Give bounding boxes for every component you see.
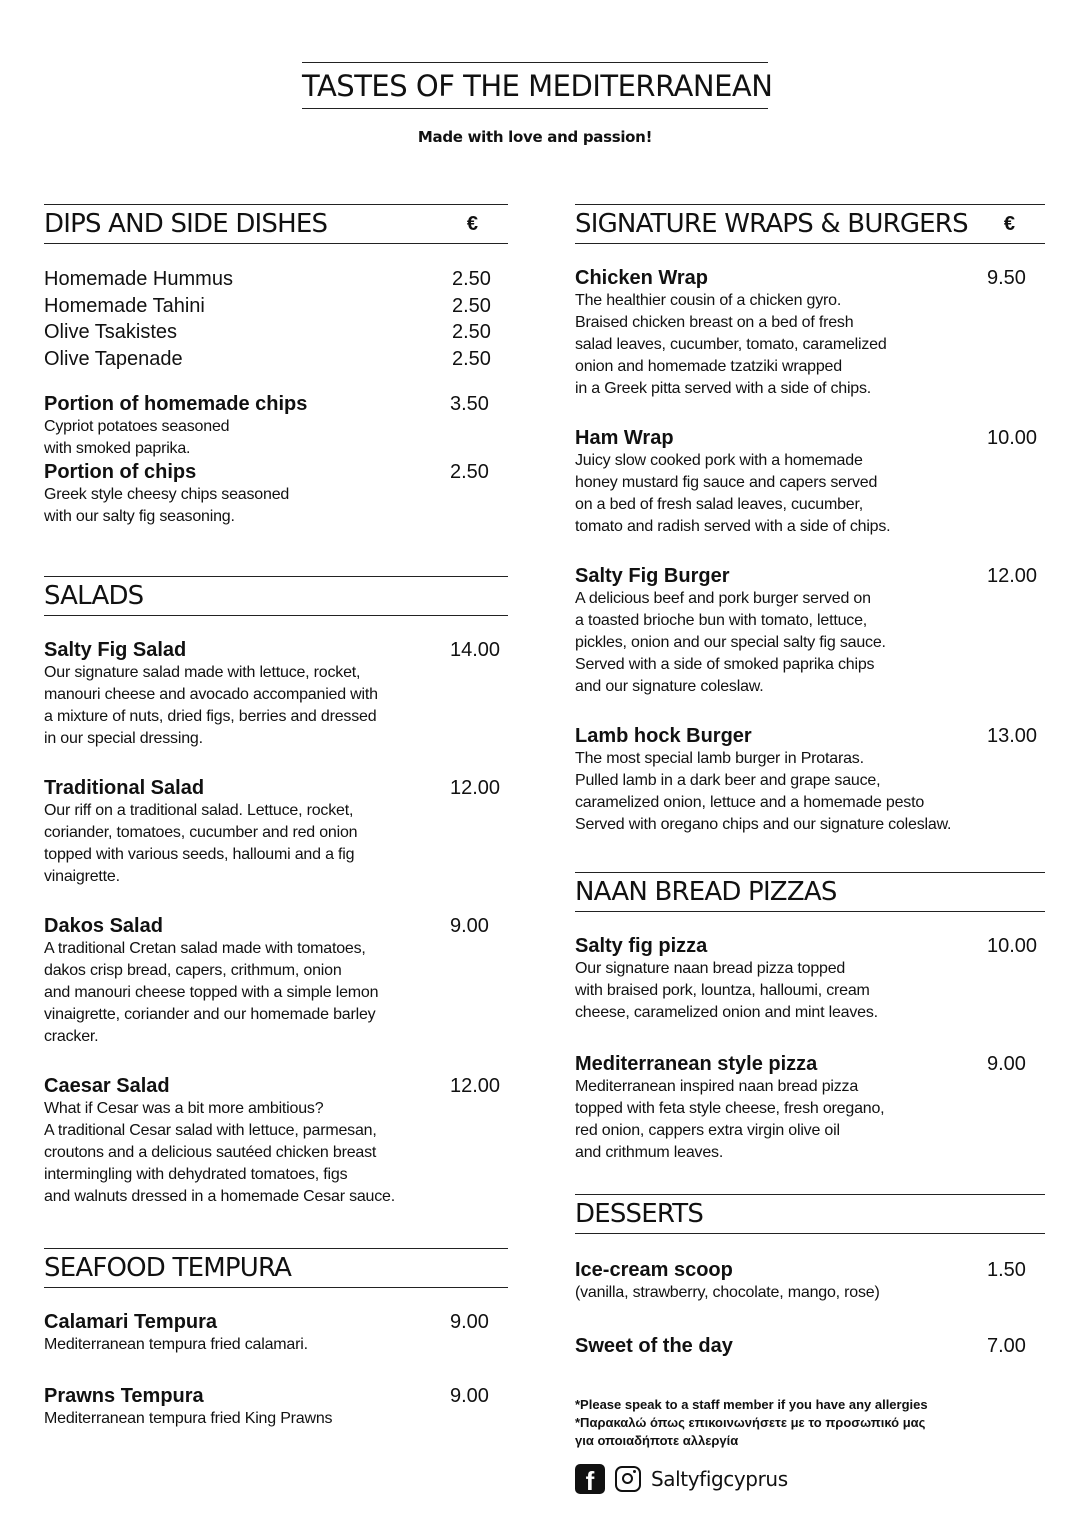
item-description: A traditional Cretan salad made with tomatoes, dakos crisp bread, capers, crithmum, onion and manouri cheese topped with a simple lemon vinaigrette, coriander and our homemade barley cracker. [44,940,379,1045]
item-name: Portion of homemade chips [44,393,308,415]
item-description: Cypriot potatoes seasoned with smoked paprika. [44,418,230,457]
item-price: 14.00 [450,639,501,661]
item-name: Homemade Hummus [44,268,233,290]
item-price: 12.00 [450,777,501,799]
section-header-salads [44,576,508,616]
menu-item [44,460,508,528]
menu-item [44,914,508,1048]
item-description: Our riff on a traditional salad. Lettuce, rocket, coriander, tomatoes, cucumber and red onion topped with various seeds, halloumi and a fig vinaigrette. [44,802,358,885]
section-title: DIPS AND SIDE DISHES [44,209,328,239]
item-name: Prawns Tempura [44,1385,204,1407]
menu-item [44,638,508,750]
menu-subtitle: Made with love and passion! [417,128,653,146]
item-price: 10.00 [987,427,1038,449]
facebook-icon[interactable]: f [575,1464,605,1494]
list-item [44,346,508,373]
item-name: Ham Wrap [575,427,674,449]
currency-symbol: € [1003,212,1015,235]
instagram-icon[interactable] [615,1466,641,1492]
menu-item [575,1258,1045,1304]
menu-header [302,62,773,109]
item-name: Olive Tsakistes [44,321,178,343]
menu-title: TASTES OF THE MEDITERRANEAN [302,69,773,103]
item-name: Salty fig pizza [575,935,708,957]
section-title: SIGNATURE WRAPS & BURGERS [575,209,968,239]
header-rule-bottom [302,108,768,109]
menu-item [575,1334,1045,1358]
item-name: Chicken Wrap [575,267,708,289]
item-description: What if Cesar was a bit more ambitious? A traditional Cesar salad with lettuce, parmesan, croutons and a delicious sautéed chicken breast intermingling with dehydrated tomatoes, figs and walnuts dressed in a homemade Cesar sauce. [44,1100,396,1205]
item-name: Olive Tapenade [44,347,183,370]
item-name: Salty Fig Burger [575,565,730,587]
item-price: 2.50 [452,294,491,317]
item-description: Our signature salad made with lettuce, rocket, manouri cheese and avocado accompanied with a mixture of nuts, dried figs, berries and dressed in our special dressing. [44,664,378,747]
section-header-desserts [575,1194,1045,1234]
menu-item [575,564,1045,698]
section-header-pizzas [575,872,1045,912]
item-price: 1.50 [987,1259,1026,1281]
menu-item [44,776,508,888]
item-description: The most special lamb burger in Protaras. Pulled lamb in a dark beer and grape sauce, caramelized onion, lettuce and a homemade pesto Served with oregano chips and our signature coleslaw. [575,750,952,833]
item-price: 12.00 [987,565,1038,587]
menu-item [575,1052,1045,1164]
right-column [575,204,1045,1494]
item-price: 2.50 [452,268,491,290]
item-description: Mediterranean tempura fried calamari. [44,1336,308,1353]
item-name: Salty Fig Salad [44,639,187,661]
section-header-dips [44,204,508,244]
section-title: SEAFOOD TEMPURA [44,1253,292,1283]
section-title: SALADS [44,581,144,611]
allergy-notes: *Please speak to a staff member if you have any allergies *Παρακαλώ όπως επικοινωνήσετε με το προσωπικό μας για οποιαδήποτε αλλεργία [575,1397,928,1448]
item-description: A delicious beef and pork burger served on a toasted brioche bun with tomato, lettuce, pickles, onion and our special salty fig sauce. Served with a side of smoked paprika chips and our signature coleslaw. [575,590,886,695]
item-price: 10.00 [987,935,1038,957]
item-price: 2.50 [452,347,491,370]
item-description: Our signature naan bread pizza topped with braised pork, lountza, halloumi, cream cheese, caramelized onion and mint leaves. [575,960,878,1021]
menu-item [575,934,1045,1024]
menu-item [575,724,1045,836]
item-name: Lamb hock Burger [575,725,752,747]
social-links [575,1464,1045,1494]
social-handle: Saltyfigcyprus [651,1467,788,1491]
section-title: DESSERTS [575,1199,704,1229]
currency-symbol: € [466,212,478,235]
section-header-wraps [575,204,1045,244]
item-name: Ice-cream scoop [575,1259,733,1281]
item-price: 9.00 [450,1385,489,1407]
left-column [44,204,508,1430]
item-price: 2.50 [452,321,491,343]
item-description: Mediterranean inspired naan bread pizza topped with feta style cheese, fresh oregano, red onion, cappers extra virgin olive oil and crithmum leaves. [575,1078,885,1161]
item-name: Traditional Salad [44,777,205,799]
dips-list [44,266,508,372]
item-price: 9.50 [987,267,1026,289]
section-title: NAAN BREAD PIZZAS [575,877,837,907]
item-price: 12.00 [450,1075,501,1097]
item-price: 13.00 [987,725,1038,747]
item-name: Caesar Salad [44,1075,170,1097]
menu-item [44,1384,508,1430]
item-price: 7.00 [987,1335,1026,1357]
list-item [44,293,508,320]
section-header-seafood [44,1248,508,1288]
menu-item [575,426,1045,538]
item-price: 9.00 [450,1311,489,1333]
menu-item [44,1074,508,1208]
item-description: The healthier cousin of a chicken gyro. Braised chicken breast on a bed of fresh salad leaves, cucumber, tomato, caramelized onion and homemade tzatziki wrapped in a Greek pitta served with a side of chips. [575,292,887,397]
item-name: Homemade Tahini [44,294,205,317]
item-price: 9.00 [987,1053,1026,1075]
item-name: Dakos Salad [44,915,163,937]
item-name: Sweet of the day [575,1335,733,1357]
list-item [44,266,508,293]
menu-item [44,392,508,460]
item-description: Mediterranean tempura fried King Prawns [44,1410,333,1427]
item-description: (vanilla, strawberry, chocolate, mango, rose) [575,1284,880,1301]
item-description: Greek style cheesy chips seasoned with our salty fig seasoning. [44,486,290,525]
item-name: Portion of chips [44,461,197,483]
item-name: Calamari Tempura [44,1311,218,1333]
item-price: 3.50 [450,393,489,415]
item-description: Juicy slow cooked pork with a homemade honey mustard fig sauce and capers served on a bed of fresh salad leaves, cucumber, tomato and radish served with a side of chips. [575,452,891,535]
list-item [44,319,508,346]
item-price: 2.50 [450,461,489,483]
item-price: 9.00 [450,915,489,937]
menu-item [44,1310,508,1356]
menu-item [575,266,1045,400]
item-name: Mediterranean style pizza [575,1053,818,1075]
